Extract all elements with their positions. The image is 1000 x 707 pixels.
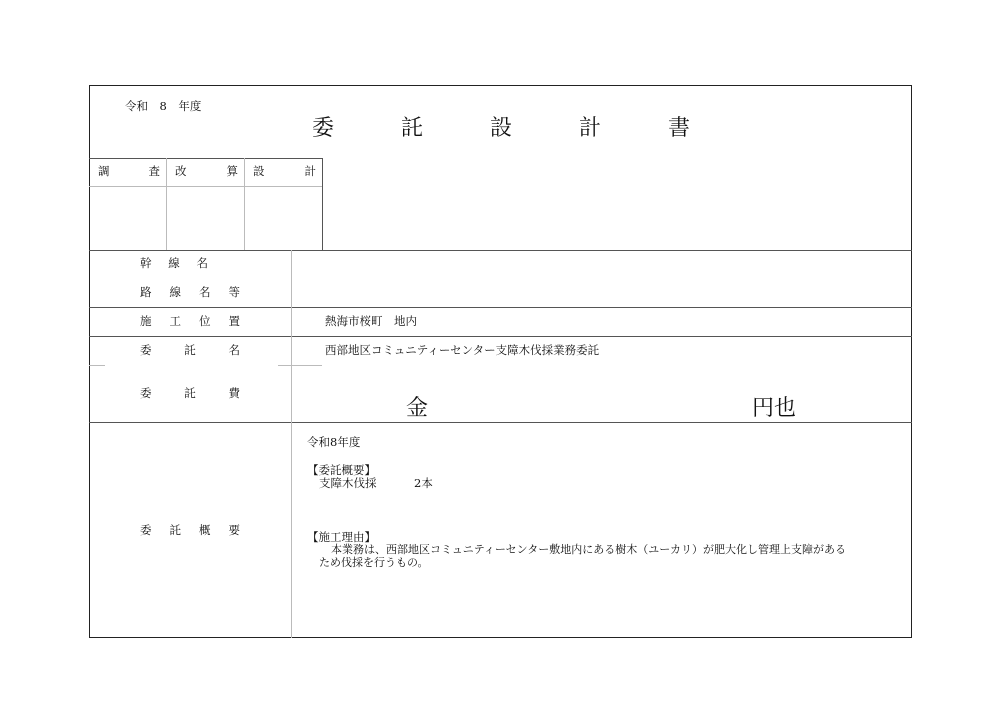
label-char: 費 xyxy=(228,386,240,400)
approval-char: 設 xyxy=(253,164,265,178)
construction-location-value: 熱海市桜町 地内 xyxy=(325,314,417,328)
label-char: 幹 xyxy=(140,256,152,270)
label-char: 名 xyxy=(228,343,240,357)
contract-name-value: 西部地区コミュニティーセンター支障木伐採業務委託 xyxy=(325,343,600,357)
label-char: 託 xyxy=(169,523,181,537)
reason-heading: 【施工理由】 xyxy=(307,530,376,544)
title-char: 委 xyxy=(312,116,335,141)
title-char: 設 xyxy=(489,116,512,141)
approval-char: 査 xyxy=(148,164,160,178)
fee-row-tick xyxy=(89,365,105,366)
contract-name-label xyxy=(140,345,240,357)
construction-location-label xyxy=(140,316,240,328)
approval-column-divider xyxy=(166,158,167,250)
label-char: 要 xyxy=(228,523,240,537)
fee-suffix: 円也 xyxy=(752,396,797,421)
reason-text-line1: 本業務は、西部地区コミュニティーセンター敷地内にある樹木（ユーカリ）が肥大化し管理上支障がある xyxy=(331,543,847,556)
title-char: 計 xyxy=(578,116,601,141)
label-char: 線 xyxy=(169,285,181,299)
summary-year: 令和8年度 xyxy=(307,435,361,449)
approval-column-revision xyxy=(175,166,238,178)
overview-heading: 【委託概要】 xyxy=(307,463,376,477)
label-char: 委 xyxy=(140,523,152,537)
label-char: 託 xyxy=(184,343,196,357)
approval-box-divider xyxy=(89,186,323,187)
trunk-line-name-label xyxy=(140,258,208,270)
fee-row-tick xyxy=(278,365,322,366)
label-char: 位 xyxy=(199,314,211,328)
approval-column-divider xyxy=(244,158,245,250)
overview-item: 支障木伐採 xyxy=(319,476,377,490)
title-char: 託 xyxy=(400,116,423,141)
approval-char: 調 xyxy=(98,164,110,178)
label-char: 名 xyxy=(199,285,211,299)
label-column-divider xyxy=(291,250,292,638)
label-char: 路 xyxy=(140,285,152,299)
contract-fee-label xyxy=(140,388,240,400)
fee-prefix: 金 xyxy=(406,396,429,421)
approval-char: 算 xyxy=(226,164,238,178)
approval-char: 計 xyxy=(304,164,316,178)
label-char: 置 xyxy=(228,314,240,328)
label-char: 委 xyxy=(140,386,152,400)
contract-summary-label xyxy=(140,525,240,537)
label-char: 名 xyxy=(196,256,208,270)
label-char: 概 xyxy=(199,523,211,537)
row-divider xyxy=(89,336,912,337)
label-char: 委 xyxy=(140,343,152,357)
approval-char: 改 xyxy=(175,164,187,178)
reason-text-line2: ため伐採を行うもの。 xyxy=(319,556,429,569)
document-title xyxy=(312,118,690,140)
title-char: 書 xyxy=(667,116,690,141)
row-divider xyxy=(89,307,912,308)
label-char: 託 xyxy=(184,386,196,400)
label-char: 施 xyxy=(140,314,152,328)
overview-quantity: 2本 xyxy=(414,476,433,490)
approval-column-survey xyxy=(98,166,160,178)
approval-box-right xyxy=(322,158,323,250)
approval-box-top xyxy=(89,158,323,159)
approval-column-design xyxy=(253,166,316,178)
fiscal-year-label: 令和 8 年度 xyxy=(125,99,202,113)
row-divider xyxy=(89,250,912,251)
label-char: 工 xyxy=(169,314,181,328)
label-char: 線 xyxy=(168,256,180,270)
label-char: 等 xyxy=(228,285,240,299)
row-divider xyxy=(89,422,912,423)
route-name-label xyxy=(140,287,240,299)
